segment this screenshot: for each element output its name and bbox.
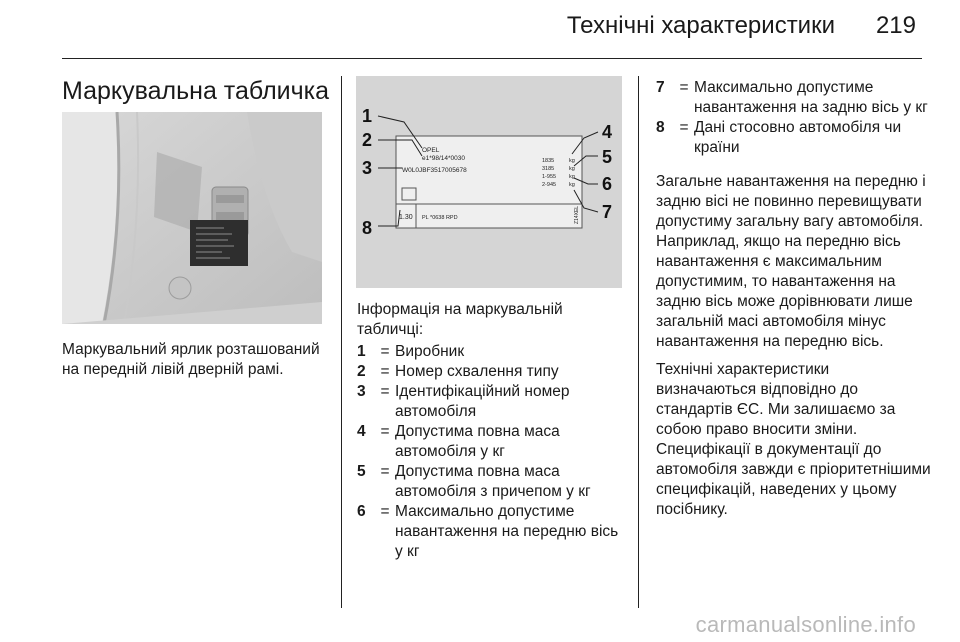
label-vin: W0L0JBF3517005678 <box>402 167 467 174</box>
legend-equals: = <box>380 343 390 360</box>
legend-text: Виробник <box>395 343 465 360</box>
legend-text: Номер схвалення типу <box>395 363 559 380</box>
legend-equals: = <box>380 423 390 440</box>
legend-text: Максимально допустиме навантаження на передню вісь у кг <box>395 503 619 560</box>
legend-equals: = <box>380 383 390 400</box>
paragraph-specifications: Технічні характеристики визначаються відповідно до стандартів ЄС. Ми залишаємо за собою право вносити зміни. Специфікації в документації до автомобіля завжди є пріоритетнішими специфікацій, наведених у цьому посібнику. <box>656 361 931 518</box>
legend-list <box>357 342 622 562</box>
legend-number: 3 <box>357 383 366 400</box>
callout-3: 3 <box>362 158 373 178</box>
label-brand: OPEL <box>422 147 440 154</box>
weight-unit-4: kg <box>569 182 575 188</box>
legend-text: Дані стосовно автомобіля чи країни <box>694 119 902 156</box>
callout-5: 5 <box>602 147 613 167</box>
weight-unit-2: kg <box>569 166 575 172</box>
label-diagram <box>356 76 622 288</box>
label-side-code: Z14XEL <box>574 205 580 224</box>
header-rule <box>62 58 922 59</box>
callout-4: 4 <box>602 122 613 142</box>
legend-number: 2 <box>357 363 366 380</box>
legend-item <box>656 118 931 158</box>
callout-2: 2 <box>362 130 373 150</box>
legend-item <box>357 502 622 562</box>
legend-equals: = <box>380 363 390 380</box>
legend-item <box>357 422 622 462</box>
label-type-approval: e1*98/14*0030 <box>422 155 466 162</box>
section-title: Маркувальна табличка <box>62 77 330 105</box>
callout-6: 6 <box>602 174 613 194</box>
label-bottom-value: 1.30 <box>399 214 413 221</box>
photo-caption: Маркувальний ярлик розташований на передній лівій дверній рамі. <box>62 341 320 378</box>
legend-text: Допустима повна маса автомобіля з причепом у кг <box>395 463 591 500</box>
watermark: carmanualsonline.info <box>695 612 916 637</box>
column-divider-left <box>341 76 342 608</box>
door-frame-photo <box>62 112 322 324</box>
legend-text: Максимально допустиме навантаження на задню вісь у кг <box>694 79 928 116</box>
legend-number: 5 <box>357 463 366 480</box>
callout-8: 8 <box>362 218 373 238</box>
legend-number: 7 <box>656 79 665 96</box>
legend-equals: = <box>380 463 390 480</box>
legend-number: 1 <box>357 343 366 360</box>
page-number: 219 <box>875 12 916 39</box>
weight-unit-1: kg <box>569 158 575 164</box>
legend-number: 8 <box>656 119 665 136</box>
legend-number: 6 <box>357 503 366 520</box>
legend-text: Допустима повна маса автомобіля у кг <box>395 423 560 460</box>
legend-equals: = <box>679 79 689 96</box>
legend-item <box>357 462 622 502</box>
weight-4: 2-945 <box>542 182 557 188</box>
legend-item <box>357 362 622 382</box>
legend-list-continued <box>656 78 931 158</box>
legend-item <box>357 382 622 422</box>
weight-1: 1835 <box>542 158 555 164</box>
legend-intro: Інформація на маркувальній табличці: <box>357 301 563 338</box>
legend-item <box>357 342 622 362</box>
legend-item <box>656 78 931 118</box>
callout-7: 7 <box>602 202 613 222</box>
legend-number: 4 <box>357 423 366 440</box>
legend-column <box>357 300 622 562</box>
callout-1: 1 <box>362 106 373 126</box>
text-column <box>656 78 931 528</box>
column-divider-right <box>638 76 639 608</box>
label-bottom-code: PL *0638 RPD <box>422 215 458 221</box>
page-header-title: Технічні характеристики <box>566 12 835 39</box>
legend-equals: = <box>380 503 390 520</box>
paragraph-load-distribution: Загальне навантаження на передню і задню вісі не повинно перевищувати допустиму загальну вагу автомобіля. Наприклад, якщо на передню вісь навантаження є максимальним допустимим, то навантаження на задню вісь може дорівнювати лише загальній масі автомобіля мінус навантаження на передню вісь. <box>656 173 926 350</box>
legend-equals: = <box>679 119 689 136</box>
weight-3: 1-955 <box>542 174 557 180</box>
weight-unit-3: kg <box>569 174 575 180</box>
legend-text: Ідентифікаційний номер автомобіля <box>395 383 570 420</box>
weight-2: 3185 <box>542 166 555 172</box>
